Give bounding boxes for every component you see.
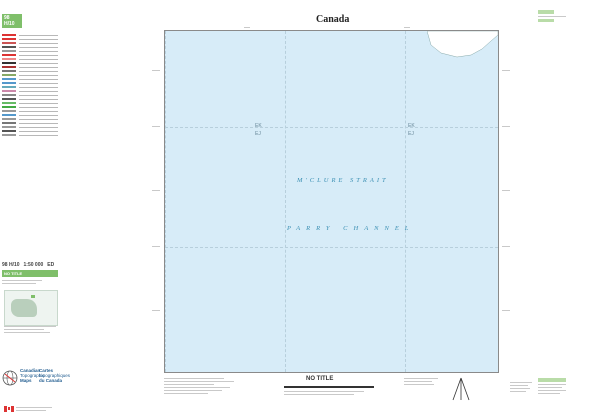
legend-row — [2, 106, 58, 108]
legend-row — [2, 66, 58, 68]
footer-title: NO TITLE — [306, 376, 334, 382]
legend-row — [2, 46, 58, 48]
globe-icon — [2, 370, 18, 386]
adjoining-notes — [510, 382, 534, 392]
sheet-location-marker — [31, 295, 35, 298]
map-footer — [164, 374, 497, 414]
legend-row — [2, 102, 58, 104]
legend-row — [2, 130, 58, 132]
logo-line-1: Canadian — [20, 368, 41, 373]
legend-row — [2, 42, 58, 44]
legend-row — [2, 34, 58, 36]
legend-row — [2, 90, 58, 92]
sheet-id-lower: 98 H/10 — [2, 262, 20, 268]
legend-panel — [2, 14, 71, 414]
legend-row — [2, 134, 58, 136]
adjoining-sheets-box — [538, 378, 568, 408]
strait-name: M'CLURE STRAIT — [297, 177, 389, 184]
logo-fr-3: du Canada — [39, 378, 63, 383]
map-frame — [164, 30, 499, 373]
index-map — [4, 290, 58, 326]
legend-symbol-list — [2, 34, 58, 136]
legend-row — [2, 50, 58, 52]
water-area — [165, 31, 498, 372]
legend-row — [2, 98, 58, 100]
scale-text: 1:50 000 — [23, 262, 44, 268]
logo-fr-1: Cartes — [39, 368, 54, 373]
legend-row — [2, 114, 58, 116]
legend-row — [2, 38, 58, 40]
grid-line — [165, 31, 166, 372]
legend-row — [2, 78, 58, 80]
left-graticule — [150, 30, 162, 371]
logo-line-3: Maps — [20, 378, 32, 383]
scale-bar — [284, 386, 374, 395]
legend-row — [2, 118, 58, 120]
footer-right-notes — [404, 378, 444, 385]
legend-row — [2, 110, 58, 112]
legend-row — [2, 62, 58, 64]
sheet-id-tag: 98 H/10 — [2, 14, 22, 28]
legend-row — [2, 82, 58, 84]
logo-fr-2: topographiques — [39, 373, 71, 378]
index-grid — [4, 326, 56, 334]
zone-label-ek-left: EK — [255, 123, 262, 129]
logo-line-2: Topographic — [20, 373, 45, 378]
grid-line — [165, 127, 498, 128]
canada-landmass-shape — [11, 299, 37, 317]
grid-line — [285, 31, 286, 372]
grid-line — [165, 247, 498, 248]
zone-label-ek-right: EK — [408, 123, 415, 129]
flag-caption — [16, 407, 56, 411]
canada-flag-icon — [4, 406, 14, 412]
ctm-logo — [2, 366, 71, 400]
legend-row — [2, 74, 58, 76]
legend-row — [2, 94, 58, 96]
grid-line — [405, 31, 406, 372]
north-arrow-icon — [449, 376, 473, 402]
right-graticule — [500, 30, 512, 371]
edition-text: ED — [47, 262, 55, 268]
top-graticule — [164, 26, 497, 30]
legend-row — [2, 58, 58, 60]
legend-row — [2, 70, 58, 72]
footer-left-notes — [164, 378, 254, 394]
legend-row — [2, 126, 58, 128]
legend-row — [2, 86, 58, 88]
zone-label-ej-right: EJ — [408, 131, 414, 137]
land-area — [427, 31, 498, 61]
title-band: NO TITLE — [2, 270, 58, 277]
canada-wordmark: Canada — [316, 14, 350, 25]
legend-row — [2, 122, 58, 124]
zone-label-ej-left: EJ — [255, 131, 261, 137]
sheet-info-block — [2, 262, 58, 284]
channel-name: PARRY CHANNEL — [287, 225, 415, 232]
top-right-sheet-box — [538, 10, 568, 28]
legend-row — [2, 54, 58, 56]
